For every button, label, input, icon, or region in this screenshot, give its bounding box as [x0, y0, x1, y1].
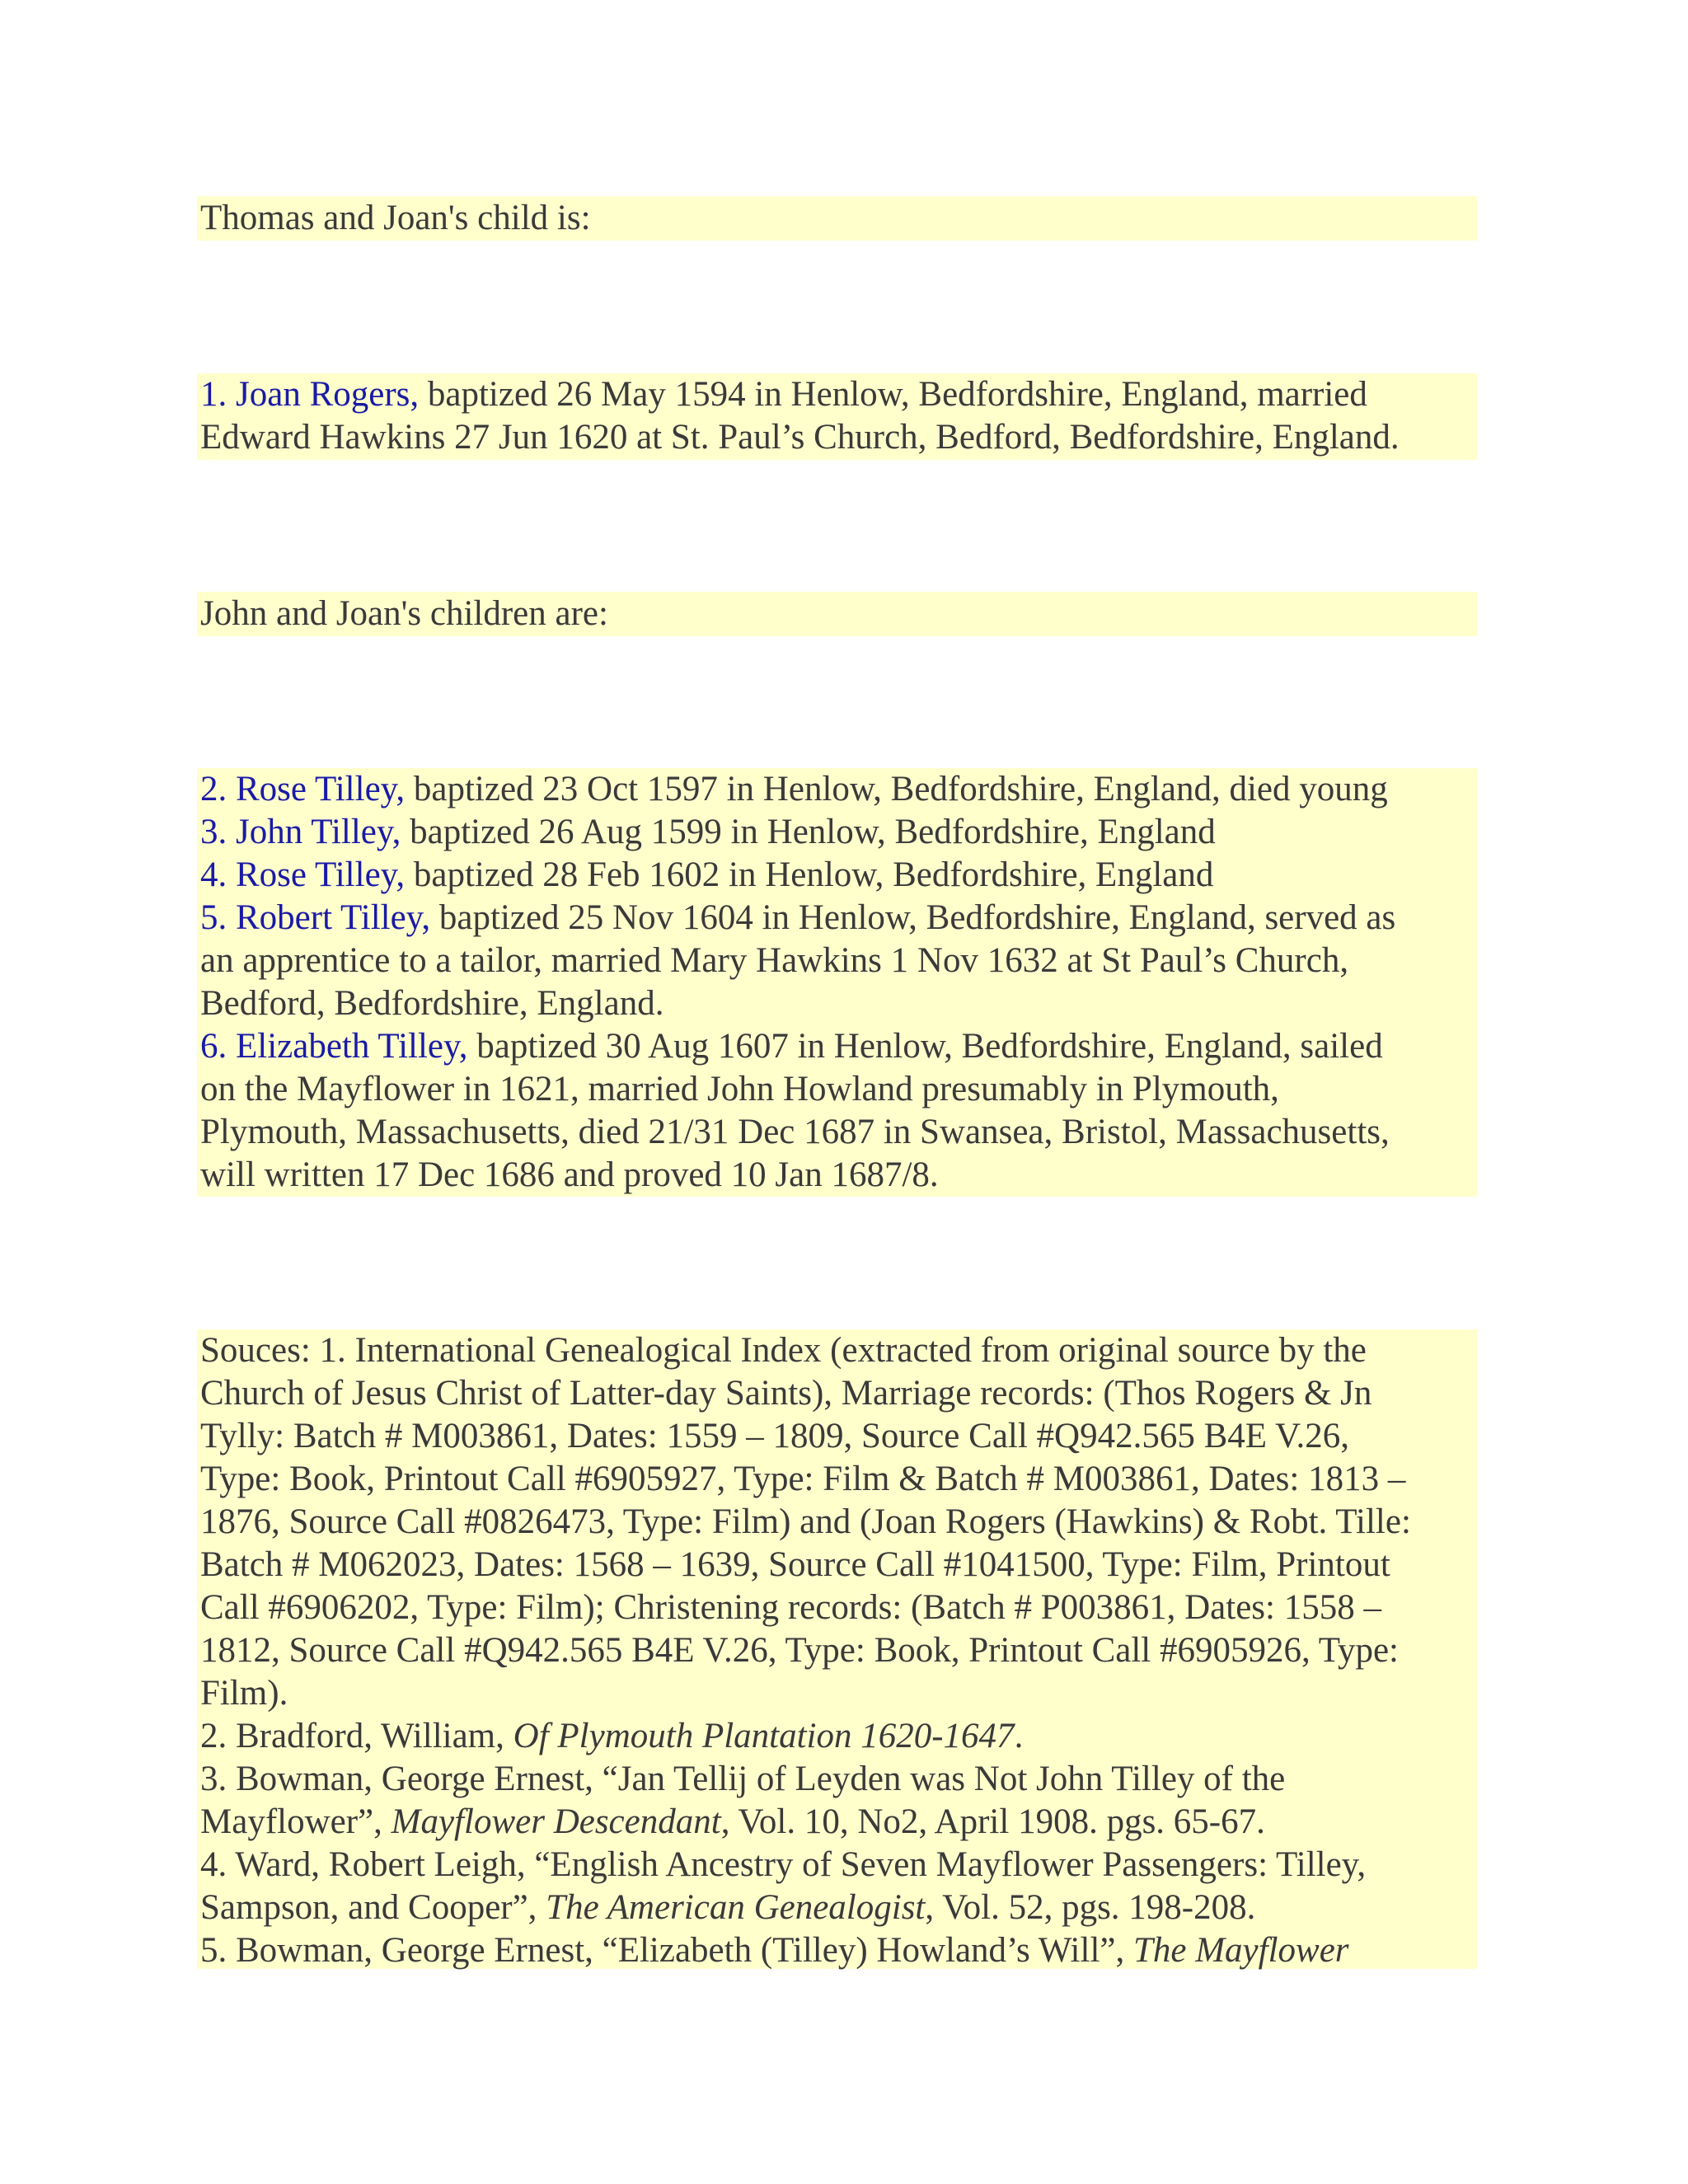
list-item	[200, 897, 1474, 1025]
child-name: 2. Rose Tilley,	[200, 770, 406, 808]
child-entry-line: Plymouth, Massachusetts, died 21/31 Dec 1687 in Swansea, Bristol, Massachusetts,	[200, 1113, 1390, 1151]
source-line: Type: Book, Printout Call #6905927, Type: Film & Batch # M003861, Dates: 1813 –	[200, 1460, 1406, 1498]
child-name: 6. Elizabeth Tilley,	[200, 1027, 468, 1066]
child-entry-line: Bedford, Bedfordshire, England.	[200, 984, 664, 1023]
source-1	[200, 1329, 1474, 1715]
list-item	[200, 854, 1474, 897]
source-line: Souces: 1. International Genealogical Index (extracted from original source by the	[200, 1331, 1367, 1370]
source-line: 4. Ward, Robert Leigh, “English Ancestry of Seven Mayflower Passengers: Tilley,	[200, 1845, 1367, 1884]
child-name: 5. Robert Tilley,	[200, 898, 431, 937]
source-line	[200, 1886, 1474, 1929]
source-line: 1812, Source Call #Q942.565 B4E V.26, Type: Book, Printout Call #6905926, Type:	[200, 1631, 1400, 1670]
child-entry-line: an apprentice to a tailor, married Mary Hawkins 1 Nov 1632 at St Paul’s Church,	[200, 941, 1349, 980]
list-item	[200, 811, 1474, 854]
thomas-joan-heading	[197, 196, 1477, 241]
source-author: Mayflower”,	[200, 1802, 392, 1841]
heading-text: John and Joan's children are:	[200, 594, 608, 633]
child-details: baptized 25 Nov 1604 in Henlow, Bedfordshire, England, served as	[430, 898, 1396, 937]
source-author: 2. Bradford, William,	[200, 1717, 513, 1755]
source-suffix: , Vol. 52, pgs. 198-208.	[925, 1888, 1256, 1927]
source-suffix: , Vol. 10, No2, April 1908. pgs. 65-67.	[720, 1802, 1265, 1841]
child-entry-line	[200, 768, 1474, 811]
child-entry-line	[200, 1025, 1474, 1068]
child-entry-line: on the Mayflower in 1621, married John Howland presumably in Plymouth,	[200, 1070, 1279, 1108]
child-name: 3. John Tilley,	[200, 813, 401, 851]
source-title: Mayflower Descendant	[391, 1802, 721, 1841]
source-line: Film).	[200, 1674, 288, 1713]
child-entry-line	[200, 897, 1474, 940]
heading-text: Thomas and Joan's child is:	[200, 199, 591, 237]
source-line	[200, 1801, 1474, 1844]
source-line: Tylly: Batch # M003861, Dates: 1559 – 1809, Source Call #Q942.565 B4E V.26,	[200, 1417, 1350, 1455]
source-line	[200, 1929, 1474, 1972]
source-title: The Mayflower	[1132, 1931, 1349, 1970]
source-line: Call #6906202, Type: Film); Christening records: (Batch # P003861, Dates: 1558 –	[200, 1588, 1381, 1627]
source-line	[200, 1715, 1474, 1758]
source-author: 5. Bowman, George Ernest, “Elizabeth (Tilley) Howland’s Will”,	[200, 1931, 1133, 1970]
source-title: The American Genealogist	[546, 1888, 926, 1927]
child-details: baptized 28 Feb 1602 in Henlow, Bedfordshire, England	[405, 855, 1214, 894]
child-entry-line	[200, 373, 1474, 416]
list-item	[200, 768, 1474, 811]
source-3	[200, 1758, 1474, 1844]
john-joan-heading	[197, 592, 1477, 636]
source-line: Batch # M062023, Dates: 1568 – 1639, Source Call #1041500, Type: Film, Printout	[200, 1545, 1390, 1584]
list-item	[200, 1025, 1474, 1197]
source-line: Church of Jesus Christ of Latter-day Saints), Marriage records: (Thos Rogers & Jn	[200, 1374, 1372, 1413]
child-details: baptized 23 Oct 1597 in Henlow, Bedfordshire, England, died young	[405, 770, 1388, 808]
child-entry-line: Edward Hawkins 27 Jun 1620 at St. Paul’s Church, Bedford, Bedfordshire, England.	[200, 418, 1400, 457]
source-line: 3. Bowman, George Ernest, “Jan Tellij of Leyden was Not John Tilley of the	[200, 1760, 1286, 1798]
sources-section	[197, 1329, 1477, 1969]
child-entry-line: will written 17 Dec 1686 and proved 10 Jan 1687/8.	[200, 1155, 939, 1194]
child-name: 1. Joan Rogers,	[200, 375, 420, 414]
source-author: Sampson, and Cooper”,	[200, 1888, 546, 1927]
child-entry-line	[200, 811, 1474, 854]
source-line: 1876, Source Call #0826473, Type: Film) and (Joan Rogers (Hawkins) & Robt. Tille:	[200, 1502, 1411, 1541]
child-details: baptized 26 Aug 1599 in Henlow, Bedfordshire, England	[401, 813, 1216, 851]
source-5	[200, 1929, 1474, 1972]
child-details: baptized 26 May 1594 in Henlow, Bedfordshire, England, married	[419, 375, 1367, 414]
child-entry-line	[200, 854, 1474, 897]
child-name: 4. Rose Tilley,	[200, 855, 406, 894]
source-title: Of Plymouth Plantation 1620-1647	[513, 1717, 1015, 1755]
source-2	[200, 1715, 1474, 1758]
john-joan-children-list	[197, 768, 1477, 1197]
thomas-joan-child-entry	[197, 373, 1477, 460]
source-4	[200, 1844, 1474, 1929]
source-suffix: .	[1014, 1717, 1024, 1755]
child-details: baptized 30 Aug 1607 in Henlow, Bedfordshire, England, sailed	[467, 1027, 1383, 1066]
